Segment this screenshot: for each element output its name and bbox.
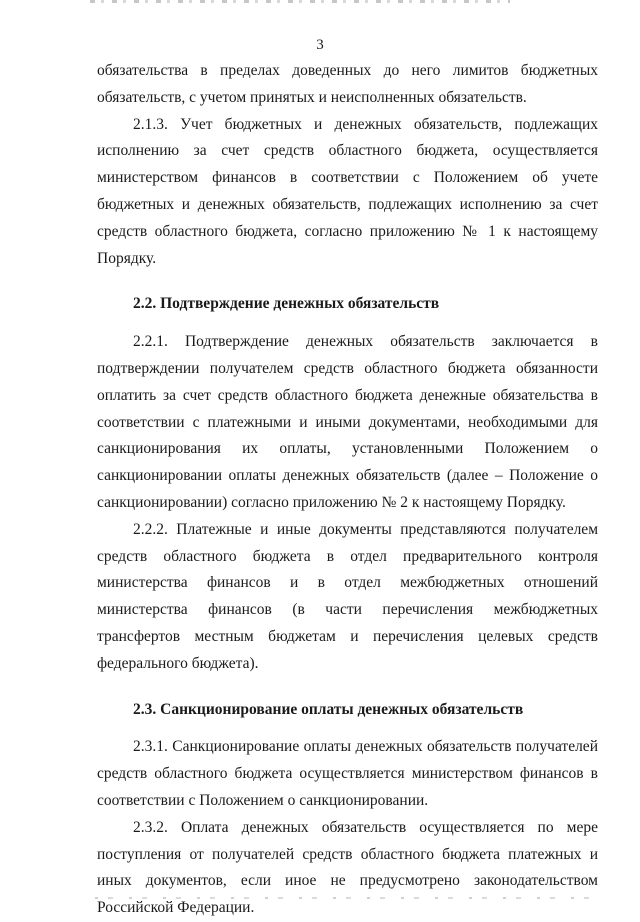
scan-artifact-top xyxy=(90,0,510,3)
paragraph-2-1-3: 2.1.3. Учет бюджетных и денежных обязательств, подлежащих исполнению за счет средств областного бюджета, осуществляется министерством финансов в соответствии с Положением об учете бюджетных и денежных обязательств, подлежащих исполнению за счет средств областного бюджета, согласно приложению № 1 к настоящему Порядку. xyxy=(97,115,598,267)
paragraph-2-3-2: 2.3.2. Оплата денежных обязательств осуществляется по мере поступления от получателей средств областного бюджета платежных и иных документов, если иное не предусмотрено законодательством Российской Федерации. xyxy=(97,818,598,917)
section-heading-2-2: 2.2. Подтверждение денежных обязательств xyxy=(133,295,440,313)
scan-artifact-bottom xyxy=(95,897,605,899)
document-body xyxy=(97,58,598,922)
paragraph-2-2-1: 2.2.1. Подтверждение денежных обязательств заключается в подтверждении получателем средств областного бюджета обязанности оплатить за счет средств областного бюджета денежные обязательства в соответствии с платежными и иными документами, необходимыми для санкционирования их оплаты, установленными Положением о санкционировании оплаты денежных обязательств (далее – Положение о санкционировании) согласно приложению № 2 к настоящему Порядку. xyxy=(97,333,598,511)
page-number: 3 xyxy=(316,37,324,53)
paragraph-2-3-1: 2.3.1. Санкционирование оплаты денежных обязательств получателей средств областного бюджета осуществляется министерством финансов в соответствии с Положением о санкционировании. xyxy=(97,738,598,809)
section-heading-2-3: 2.3. Санкционирование оплаты денежных обязательств xyxy=(133,700,524,718)
paragraph-2-2-2: 2.2.2. Платежные и иные документы представляются получателем средств областного бюджета в отдел предварительного контроля министерства финансов и в отдел межбюджетных отношений министерства финансов (в части перечисления межбюджетных трансфертов местным бюджетам и перечисления целевых средств федерального бюджета). xyxy=(97,520,598,672)
paragraph-continuation: обязательства в пределах доведенных до него лимитов бюджетных обязательств, с учетом принятых и неисполненных обязательств. xyxy=(97,62,598,106)
